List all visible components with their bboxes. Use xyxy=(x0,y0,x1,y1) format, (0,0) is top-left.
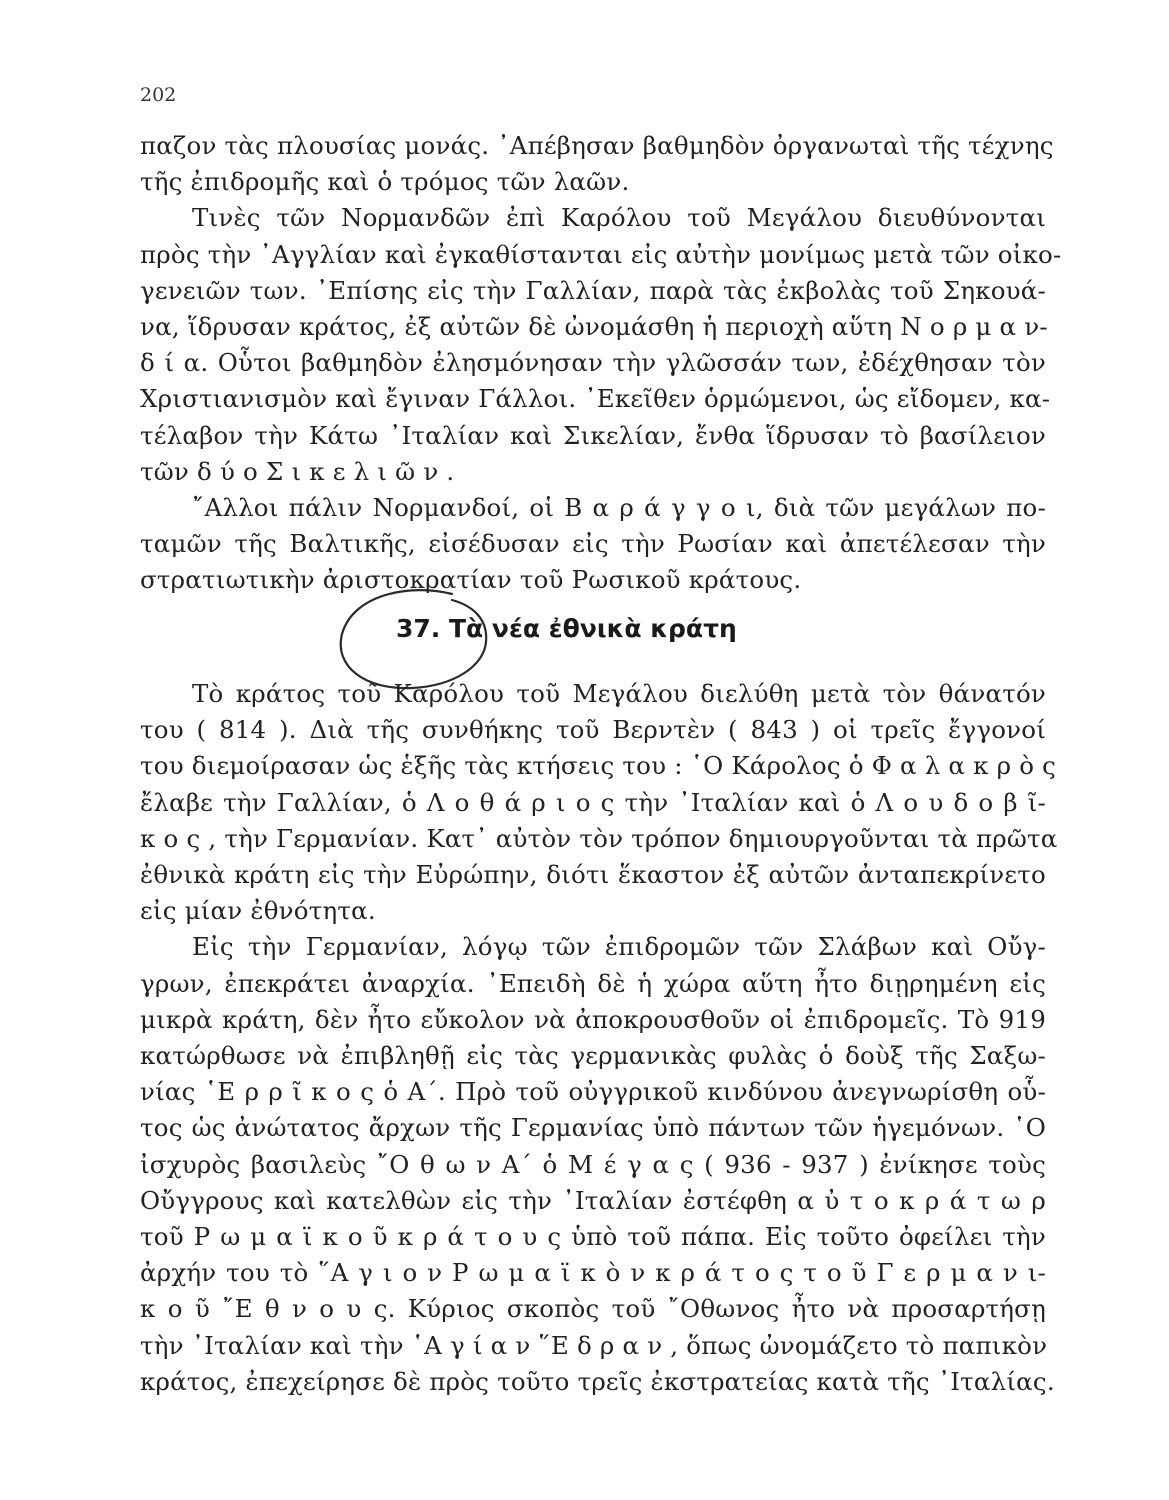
paragraphs-national-states xyxy=(140,676,1058,1400)
text-line: τὴν ᾿Ιταλίαν καὶ τὴν ῾Α γ ί α ν ῞Ε δ ρ α ν , ὅπως ὠνομάζετο τὸ παπικὸν xyxy=(140,1330,1048,1360)
text-line: Τινὲς τῶν Νορμανδῶν ἐπὶ Καρόλου τοῦ Μεγάλου διευθύνονται xyxy=(192,203,1046,233)
text-line: ἀρχήν του τὸ ῞Α γ ι ο ν Ρ ω μ α ϊ κ ὸ ν κ ρ ά τ ο ς τ ο ῦ Γ ε ρ μ α ν ι- xyxy=(140,1258,1046,1288)
text-line: του διεμοίρασαν ὡς ἑξῆς τὰς κτήσεις του : ῾Ο Κάρολος ὁ Φ α λ α κ ρ ὸ ς xyxy=(140,751,1057,781)
text-line: τέλαβον τὴν Κάτω ᾿Ιταλίαν καὶ Σικελίαν, ἔνθα ἵδρυσαν τὸ βασίλειον xyxy=(140,420,1046,450)
text-line: παζον τὰς πλουσίας μονάς. ᾿Απέβησαν βαθμηδὸν ὀργανωταὶ τῆς τέχνης xyxy=(140,131,1054,160)
text-line: κ ο ς , τὴν Γερμανίαν. Κατ᾿ αὐτὸν τὸν τρόπον δημιουργοῦνται τὰ πρῶτα xyxy=(140,823,1058,853)
page-number: 202 xyxy=(140,84,177,106)
text-line: κράτος, ἐπεχείρησε δὲ πρὸς τοῦτο τρεῖς ἐκστρατείας κατὰ τῆς ᾿Ιταλίας. xyxy=(140,1366,1055,1396)
text-line: του ( 814 ). Διὰ τῆς συνθήκης τοῦ Βερντὲν ( 843 ) οἱ τρεῖς ἔγγονοί xyxy=(140,715,1046,745)
text-line: γρων, ἐπεκράτει ἀναρχία. ᾿Επειδὴ δὲ ἡ χώρα αὕτη ἦτο διῃρημένη εἰς xyxy=(140,968,1046,998)
text-line: ῎Αλλοι πάλιν Νορμανδοί, οἱ Β α ρ ά γ γ ο ι, διὰ τῶν μεγάλων πο- xyxy=(192,493,1046,523)
text-line: τοῦ Ρ ω μ α ϊ κ ο ῦ κ ρ ά τ ο υ ς ὑπὸ τοῦ πάπα. Εἰς τοῦτο ὀφείλει τὴν xyxy=(140,1222,1046,1252)
text-line: τος ὡς ἀνώτατος ἄρχων τῆς Γερμανίας ὑπὸ πάντων τῶν ἡγεμόνων. ῾Ο xyxy=(140,1113,1046,1143)
text-line: κατώρθωσε νὰ ἐπιβληθῇ εἰς τὰς γερμανικὰς φυλὰς ὁ δοὺξ τῆς Σαξω- xyxy=(140,1041,1046,1071)
text-line: να, ἵδρυσαν κράτος, ἐξ αὐτῶν δὲ ὠνομάσθη ἡ περιοχὴ αὕτη Ν ο ρ μ α ν- xyxy=(140,312,1048,342)
text-line: ἔλαβε τὴν Γαλλίαν, ὁ Λ ο θ ά ρ ι ο ς τὴν ᾿Ιταλίαν καὶ ὁ Λ ο υ δ ο β ῖ- xyxy=(140,787,1046,817)
text-line: πρὸς τὴν ᾿Αγγλίαν καὶ ἐγκαθίστανται εἰς αὐτὴν μονίμως μετὰ τῶν οἰκο- xyxy=(140,239,1062,269)
text-line: τῆς ἐπιδρομῆς καὶ ὁ τρόμος τῶν λαῶν. xyxy=(140,167,630,197)
text-line: δ ί α. Οὗτοι βαθμηδὸν ἐλησμόνησαν τὴν γλῶσσάν των, ἐδέχθησαν τὸν xyxy=(140,348,1046,378)
text-line: ἐθνικὰ κράτη εἰς τὴν Εὐρώπην, διότι ἕκαστον ἐξ αὐτῶν ἀνταπεκρίνετο xyxy=(140,860,1046,890)
text-line: γενειῶν των. ᾿Επίσης εἰς τὴν Γαλλίαν, παρὰ τὰς ἐκβολὰς τοῦ Σηκουά- xyxy=(140,275,1046,305)
text-line: ἰσχυρὸς βασιλεὺς ῎Ο θ ω ν Α΄ ὁ Μ έ γ α ς ( 936 - 937 ) ἐνίκησε τοὺς xyxy=(140,1149,1046,1179)
text-line: μικρὰ κράτη, δὲν ἦτο εὔκολον νὰ ἀποκρουσθοῦν οἱ ἐπιδρομεῖς. Τὸ 919 xyxy=(140,1004,1046,1034)
text-line: Τὸ κράτος τοῦ Καρόλου τοῦ Μεγάλου διελύθη μετὰ τὸν θάνατόν xyxy=(192,679,1046,708)
text-line: τῶν δ ύ ο Σ ι κ ε λ ι ῶ ν . xyxy=(140,456,455,486)
paragraphs-normans xyxy=(140,128,1062,599)
text-line: κ ο ῦ ῎Ε θ ν ο υ ς. Κύριος σκοπὸς τοῦ ῎Οθωνος ἦτο νὰ προσαρτήσῃ xyxy=(140,1294,1046,1324)
text-line: Εἰς τὴν Γερμανίαν, λόγῳ τῶν ἐπιδρομῶν τῶν Σλάβων καὶ Οὔγ- xyxy=(192,932,1046,962)
text-line: νίας ῾Ε ρ ρ ῖ κ ο ς ὁ Α΄. Πρὸ τοῦ οὐγγρικοῦ κινδύνου ἀνεγνωρίσθη οὗ- xyxy=(140,1077,1046,1107)
text-line: στρατιωτικὴν ἀριστοκρατίαν τοῦ Ρωσικοῦ κράτους. xyxy=(140,565,802,595)
section-heading: 37. Τὰ νέα ἐθνικὰ κράτη xyxy=(396,614,737,643)
text-line: Χριστιανισμὸν καὶ ἔγιναν Γάλλοι. ᾿Εκεῖθεν ὁρμώμενοι, ὡς εἴδομεν, κα- xyxy=(140,384,1051,414)
text-line: εἰς μίαν ἐθνότητα. xyxy=(140,896,376,926)
text-line: ταμῶν τῆς Βαλτικῆς, εἰσέδυσαν εἰς τὴν Ρωσίαν καὶ ἀπετέλεσαν τὴν xyxy=(140,529,1046,559)
text-line: Οὔγγρους καὶ κατελθὼν εἰς τὴν ᾿Ιταλίαν ἐστέφθη α ὐ τ ο κ ρ ά τ ω ρ xyxy=(140,1185,1046,1215)
